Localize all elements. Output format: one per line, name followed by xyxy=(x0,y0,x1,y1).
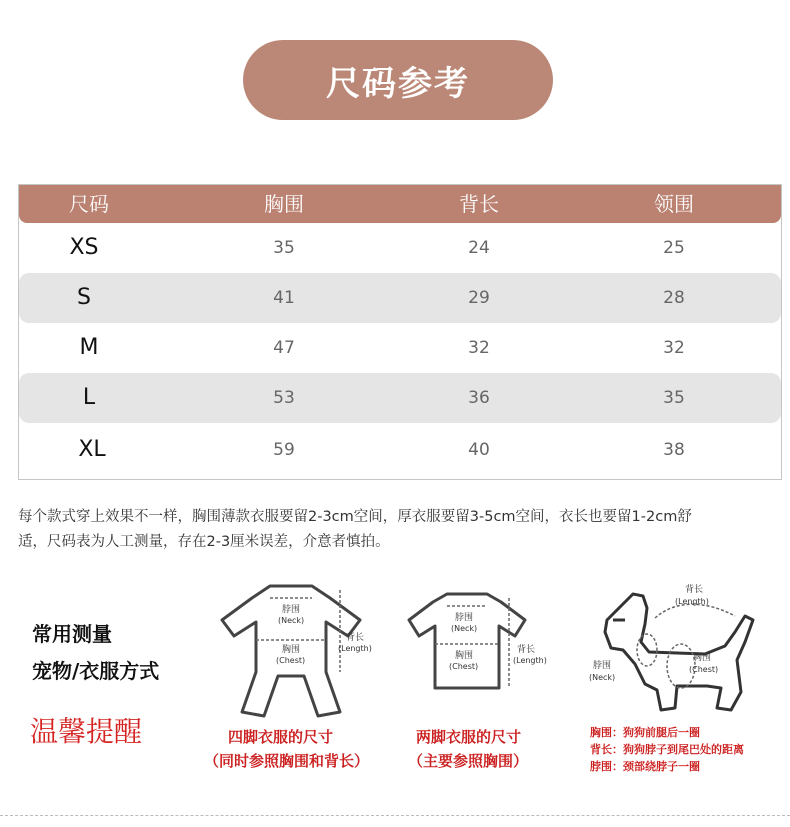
header-size: 尺码 xyxy=(69,192,109,216)
method-label: 宠物/衣服方式 xyxy=(32,659,160,683)
four-neck-label: 脖围 xyxy=(282,605,301,615)
table-row xyxy=(19,425,781,475)
neck-cell: 32 xyxy=(663,338,685,358)
chest-cell: 47 xyxy=(273,338,295,358)
two-leg-clothing-diagram xyxy=(395,588,565,703)
size-table xyxy=(18,184,782,480)
table-header xyxy=(19,185,781,223)
two-leg-caption: 两脚衣服的尺寸 xyxy=(416,728,522,746)
table-row xyxy=(19,223,781,273)
title-text: 尺码参考 xyxy=(326,63,470,104)
four-leg-caption: 四脚衣服的尺寸 xyxy=(228,728,334,746)
header-back: 背长 xyxy=(459,192,499,216)
back-cell: 29 xyxy=(468,288,490,308)
four-chest-label: 胸围 xyxy=(282,645,301,655)
neck-cell: 28 xyxy=(663,288,685,308)
two-neck-label: 脖围 xyxy=(455,613,474,623)
two-back-label: 背长 xyxy=(517,645,536,655)
chest-cell: 53 xyxy=(273,388,295,408)
dog-neck-label: 脖围 xyxy=(593,661,612,671)
dog-legend-chest: 胸围：狗狗前腿后一圈 xyxy=(590,726,700,739)
back-cell: 24 xyxy=(468,238,490,258)
four-leg-subcaption: （同时参照胸围和背长） xyxy=(204,752,370,770)
neck-cell: 38 xyxy=(663,440,685,460)
four-back-label: 背长 xyxy=(346,633,365,643)
table-row xyxy=(19,373,781,423)
table-row xyxy=(19,323,781,373)
measure-label: 常用测量 xyxy=(32,622,112,646)
four-leg-clothing-diagram xyxy=(200,580,385,720)
two-chest-label: 胸围 xyxy=(455,651,474,661)
back-cell: 36 xyxy=(468,388,490,408)
back-cell: 32 xyxy=(468,338,490,358)
bottom-divider xyxy=(0,815,790,816)
header-neck: 领围 xyxy=(654,192,694,216)
size-cell: L xyxy=(82,385,96,410)
two-back-en-label: (Length) xyxy=(513,656,547,665)
note-line-1: 每个款式穿上效果不一样，胸围薄款衣服要留2-3cm空间，厚衣服要留3-5cm空间，衣长也要留1-2cm舒 xyxy=(18,509,692,525)
four-back-en-label: (Length) xyxy=(338,644,372,653)
note-line-2: 适，尺码表为人工测量，存在2-3厘米误差，介意者慎拍。 xyxy=(18,534,390,550)
dog-back-en-label: (Length) xyxy=(675,597,709,606)
dog-legend-neck: 脖围：颈部绕脖子一圈 xyxy=(590,760,700,773)
size-cell: M xyxy=(79,335,99,360)
back-cell: 40 xyxy=(468,440,490,460)
neck-cell: 25 xyxy=(663,238,685,258)
two-leg-outline xyxy=(409,594,525,688)
header-chest: 胸围 xyxy=(264,192,304,216)
size-cell: S xyxy=(77,285,91,310)
dog-chest-label: 胸围 xyxy=(693,653,712,663)
neck-cell: 35 xyxy=(663,388,685,408)
dog-legend-back: 背长：狗狗脖子到尾巴处的距离 xyxy=(590,743,744,756)
chest-cell: 41 xyxy=(273,288,295,308)
dog-back-label: 背长 xyxy=(685,585,704,595)
table-row xyxy=(19,273,781,323)
two-leg-subcaption: （主要参照胸围） xyxy=(408,752,529,770)
dog-outline xyxy=(605,594,753,710)
chest-cell: 59 xyxy=(273,440,295,460)
dog-neck-en-label: (Neck) xyxy=(589,673,616,682)
reminder-label: 温馨提醒 xyxy=(30,715,143,748)
back-measure-line xyxy=(655,604,735,618)
size-note xyxy=(18,505,788,555)
two-chest-en-label: (Chest) xyxy=(449,662,479,671)
two-neck-en-label: (Neck) xyxy=(451,624,478,633)
page-title xyxy=(243,40,553,120)
chest-cell: 35 xyxy=(273,238,295,258)
four-neck-en-label: (Neck) xyxy=(278,616,305,625)
dog-measure-diagram xyxy=(585,580,780,720)
dog-chest-en-label: (Chest) xyxy=(689,665,719,674)
size-cell: XL xyxy=(78,437,106,462)
four-chest-en-label: (Chest) xyxy=(276,656,306,665)
size-cell: XS xyxy=(69,235,99,260)
